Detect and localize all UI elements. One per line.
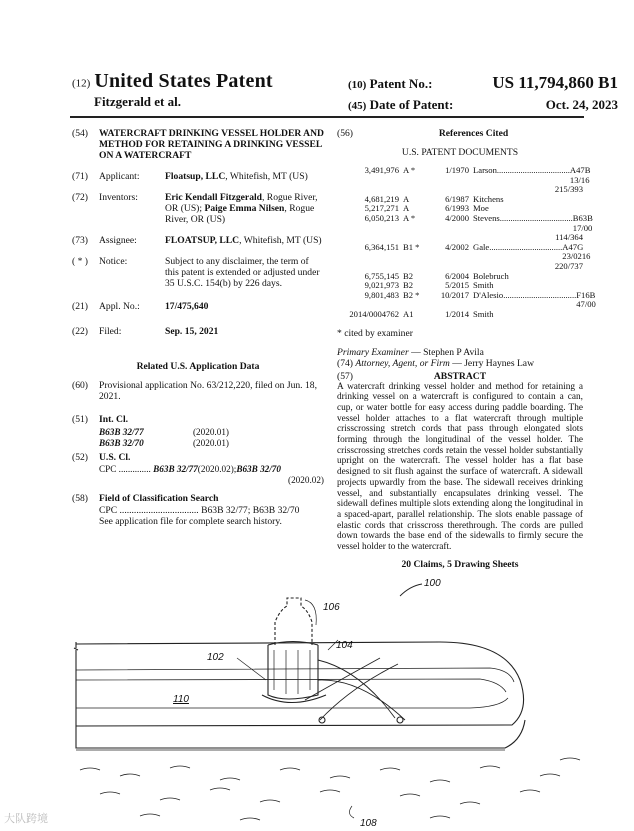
reference-class: A47B 13/16: [569, 165, 591, 185]
claims-summary: 20 Claims, 5 Drawing Sheets: [401, 558, 519, 570]
reference-class: F16B 47/00: [576, 289, 596, 310]
reference-date: 1/2014: [445, 308, 469, 319]
reference-name-text: D'Alesio: [473, 289, 504, 300]
reference-row: [337, 212, 593, 233]
board-outline: [76, 642, 524, 726]
reference-class: B63B 17/00: [572, 212, 593, 233]
reference-kind: A *: [403, 212, 416, 223]
reference-no: 5,217,271: [364, 203, 399, 214]
reference-no: 9,021,973: [364, 280, 399, 291]
reference-kind: B1 *: [403, 241, 420, 252]
provisional-text: Provisional application No. 63/212,220, filed on Jun. 18, 2021.: [99, 380, 317, 402]
notice-field: ( * ) Notice: Subject to any disclaimer, the term of this patent is extended or adjusted under 35 U.S.C. 154(b) by 226 days.: [72, 256, 324, 289]
reference-date: 4/2002: [445, 241, 469, 252]
reference-kind: B2: [403, 270, 414, 281]
reference-name: Smith: [473, 280, 494, 291]
cited-note: * cited by examiner: [337, 327, 413, 339]
reference-name: [469, 243, 590, 262]
references-title: References Cited: [438, 128, 509, 139]
reference-date: 6/2004: [445, 270, 469, 281]
assignee-field: (73) Assignee: FLOATSUP, LLC, Whitefish, MT (US): [72, 235, 322, 246]
search-note: See application file for complete search history.: [99, 516, 282, 527]
inventor-1: Eric Kendall Fitzgerald: [165, 192, 262, 203]
ref-104: 104: [336, 640, 353, 651]
search-field: (58) Field of Classification Search: [72, 493, 219, 504]
ref-100: 100: [424, 578, 441, 589]
reference-kind: B2 *: [403, 289, 420, 300]
reference-name: [469, 291, 596, 310]
reference-name-text: Gale: [473, 241, 490, 252]
vessel-holder: [268, 645, 318, 699]
reference-class2: 114/364: [555, 232, 583, 243]
country-title: United States Patent: [94, 70, 273, 92]
board-cut-edge: [74, 642, 78, 726]
references-header: (56) References Cited: [337, 128, 583, 147]
reference-date: 6/1993: [445, 203, 469, 214]
reference-date: 1/1970: [445, 165, 469, 175]
reference-kind: A *: [403, 165, 416, 175]
intcl-row: B63B 32/70 (2020.01): [99, 437, 229, 448]
notice-text: Subject to any disclaimer, the term of this patent is extended or adjusted under 35 U.S.C. 154(b) by 226 days.: [165, 256, 320, 289]
uscl-field: (52) U.S. Cl.: [72, 452, 131, 463]
related-title: Related U.S. Application Data: [136, 361, 260, 372]
reference-date: 10/2017: [440, 289, 469, 300]
reference-kind: A: [403, 203, 410, 214]
reference-name-text: Larson: [473, 165, 497, 175]
patent-date: Oct. 24, 2023: [545, 97, 618, 112]
references-list: [337, 165, 596, 320]
reference-name: [469, 214, 593, 233]
reference-name: Moe: [473, 203, 489, 214]
right-column: [337, 128, 596, 570]
reference-row: [337, 165, 591, 185]
reference-no: 3,491,976: [364, 165, 399, 175]
reference-class2: 215/393: [554, 184, 583, 195]
header-inventor: Fitzgerald et al.: [94, 94, 181, 109]
header-left: [72, 70, 273, 110]
cpc-row: CPC .............. B63B 32/77 (2020.02); B63B 32/70: [99, 464, 281, 474]
inventors-field: (72) Inventors: Eric Kendall Fitzgerald, Rogue River, OR (US); Paige Emma Nilsen, Rogue River, OR (US): [72, 192, 318, 225]
references-subtitle: U.S. PATENT DOCUMENTS: [401, 147, 519, 158]
inventor-2: Paige Emma Nilsen: [204, 203, 285, 214]
reference-date: 4/2000: [445, 212, 469, 223]
leader-dots: ..................................: [489, 241, 563, 252]
reference-no: 6,050,213: [364, 212, 399, 223]
appl-field: (21) Appl. No.: 17/475,640: [72, 301, 324, 312]
leader-dots: ..................................: [496, 165, 570, 175]
intcl-field: (51) Int. Cl.: [72, 414, 129, 425]
reference-row: [337, 310, 583, 320]
reference-row: [337, 241, 591, 262]
leader-dots: ..................................: [503, 289, 577, 300]
left-column: [72, 128, 324, 527]
appl-number: 17/475,640: [165, 301, 209, 312]
abstract-header: (57) ABSTRACT: [337, 371, 583, 382]
abstract-title: ABSTRACT: [433, 370, 487, 382]
abstract-text: A watercraft drinking vessel holder and method for retaining a drinking vessel on a watercraft is configured to contain a can, cup, or water bottle for easy access during paddle boarding. The vessel holder attaches to a flat watercraft through multiple crisscrossing stretch cords that pass through elongated slots forming through the longitudinal of the vessel holder. The crisscrossing stretches cords retain the vessel holder substantially upright on the watercraft. The vessel holder has a flat base designed to sit flush against the surface of watercraft. A sidewall projects upwardly from the base. The sidewall receives drinking vessel, and substantially encapsulates drinking vessel. The sidewall defines multiple slots extending along the longitudinal in a spaced-apart, parallel relationship. The slots enable passage of elastic cords that crisscross therethrough. The cords are pulled down towards the base end of the sidewalls to firmly secure the vessel holder to the watercraft.: [337, 381, 583, 553]
patent-drawing: [0, 570, 634, 831]
reference-no: 6,755,145: [364, 270, 399, 281]
ref-106: 106: [323, 602, 340, 613]
reference-no: 6,364,151: [364, 241, 399, 252]
stretch-cords: [305, 658, 405, 720]
date-num: (45): [348, 100, 367, 113]
reference-name: Bolebruch: [473, 270, 509, 281]
reference-no: 4,681,219: [364, 193, 399, 204]
examiner-line: Primary Examiner — Stephen P Avila: [337, 346, 484, 358]
header-right: [348, 70, 618, 113]
assignee-name: FLOATSUP, LLC: [165, 235, 240, 246]
leader-dots: ..................................: [499, 212, 573, 223]
filed-field: (22) Filed: Sep. 15, 2021: [72, 326, 324, 337]
reference-date: 5/2015: [445, 280, 469, 291]
reference-no: 2014/0004762: [349, 308, 399, 319]
patent-title: WATERCRAFT DRINKING VESSEL HOLDER AND METHOD FOR RETAINING A DRINKING VESSEL ON A WATERCRAFT: [99, 128, 324, 161]
date-label: Date of Patent:: [369, 97, 454, 112]
search-cpc: CPC ................................. B63B 32/77; B63B 32/70: [99, 505, 300, 516]
reference-kind: A1: [403, 308, 414, 319]
ref-108: 108: [360, 818, 377, 829]
applicant-field: (71) Applicant: Floatsup, LLC, Whitefish, MT (US): [72, 171, 308, 182]
reference-no: 9,801,483: [364, 289, 399, 300]
title-field: (54) WATERCRAFT DRINKING VESSEL HOLDER AND METHOD FOR RETAINING A DRINKING VESSEL ON A WATERCRAFT: [72, 128, 324, 161]
provisional-field: (60) Provisional application No. 63/212,220, filed on Jun. 18, 2021.: [72, 380, 324, 402]
header-divider: [70, 116, 584, 118]
attorney-line: (74) Attorney, Agent, or Firm — Jerry Haynes Law: [337, 357, 534, 369]
reference-date: 6/1987: [445, 193, 469, 204]
water-lines: [80, 758, 580, 820]
reference-row: [337, 289, 596, 310]
filed-date: Sep. 15, 2021: [165, 326, 219, 337]
ref-110: 110: [173, 694, 189, 705]
cpc-row-date: (2020.02): [288, 474, 324, 485]
reference-name: [469, 166, 590, 185]
reference-name-text: Stevens: [473, 212, 500, 223]
intcl-row: B63B 32/77 (2020.01): [99, 427, 229, 437]
patent-no-label: Patent No.:: [369, 76, 433, 91]
drinking-vessel: [275, 598, 312, 645]
country-num: (12): [72, 77, 91, 90]
patent-number: US 11,794,860 B1: [492, 73, 618, 92]
watermark: 大队跨境: [4, 812, 48, 825]
ref-102: 102: [207, 652, 224, 663]
patent-no-num: (10): [348, 79, 367, 92]
reference-kind: B2: [403, 280, 414, 291]
reference-kind: A: [403, 193, 410, 204]
reference-name: Smith: [473, 308, 494, 319]
board-side: [76, 720, 525, 748]
applicant-name: Floatsup, LLC: [165, 171, 226, 182]
reference-class2: 220/737: [554, 260, 583, 271]
reference-class: A47G 23/0216: [562, 241, 591, 262]
reference-name: Kitchens: [473, 193, 504, 204]
